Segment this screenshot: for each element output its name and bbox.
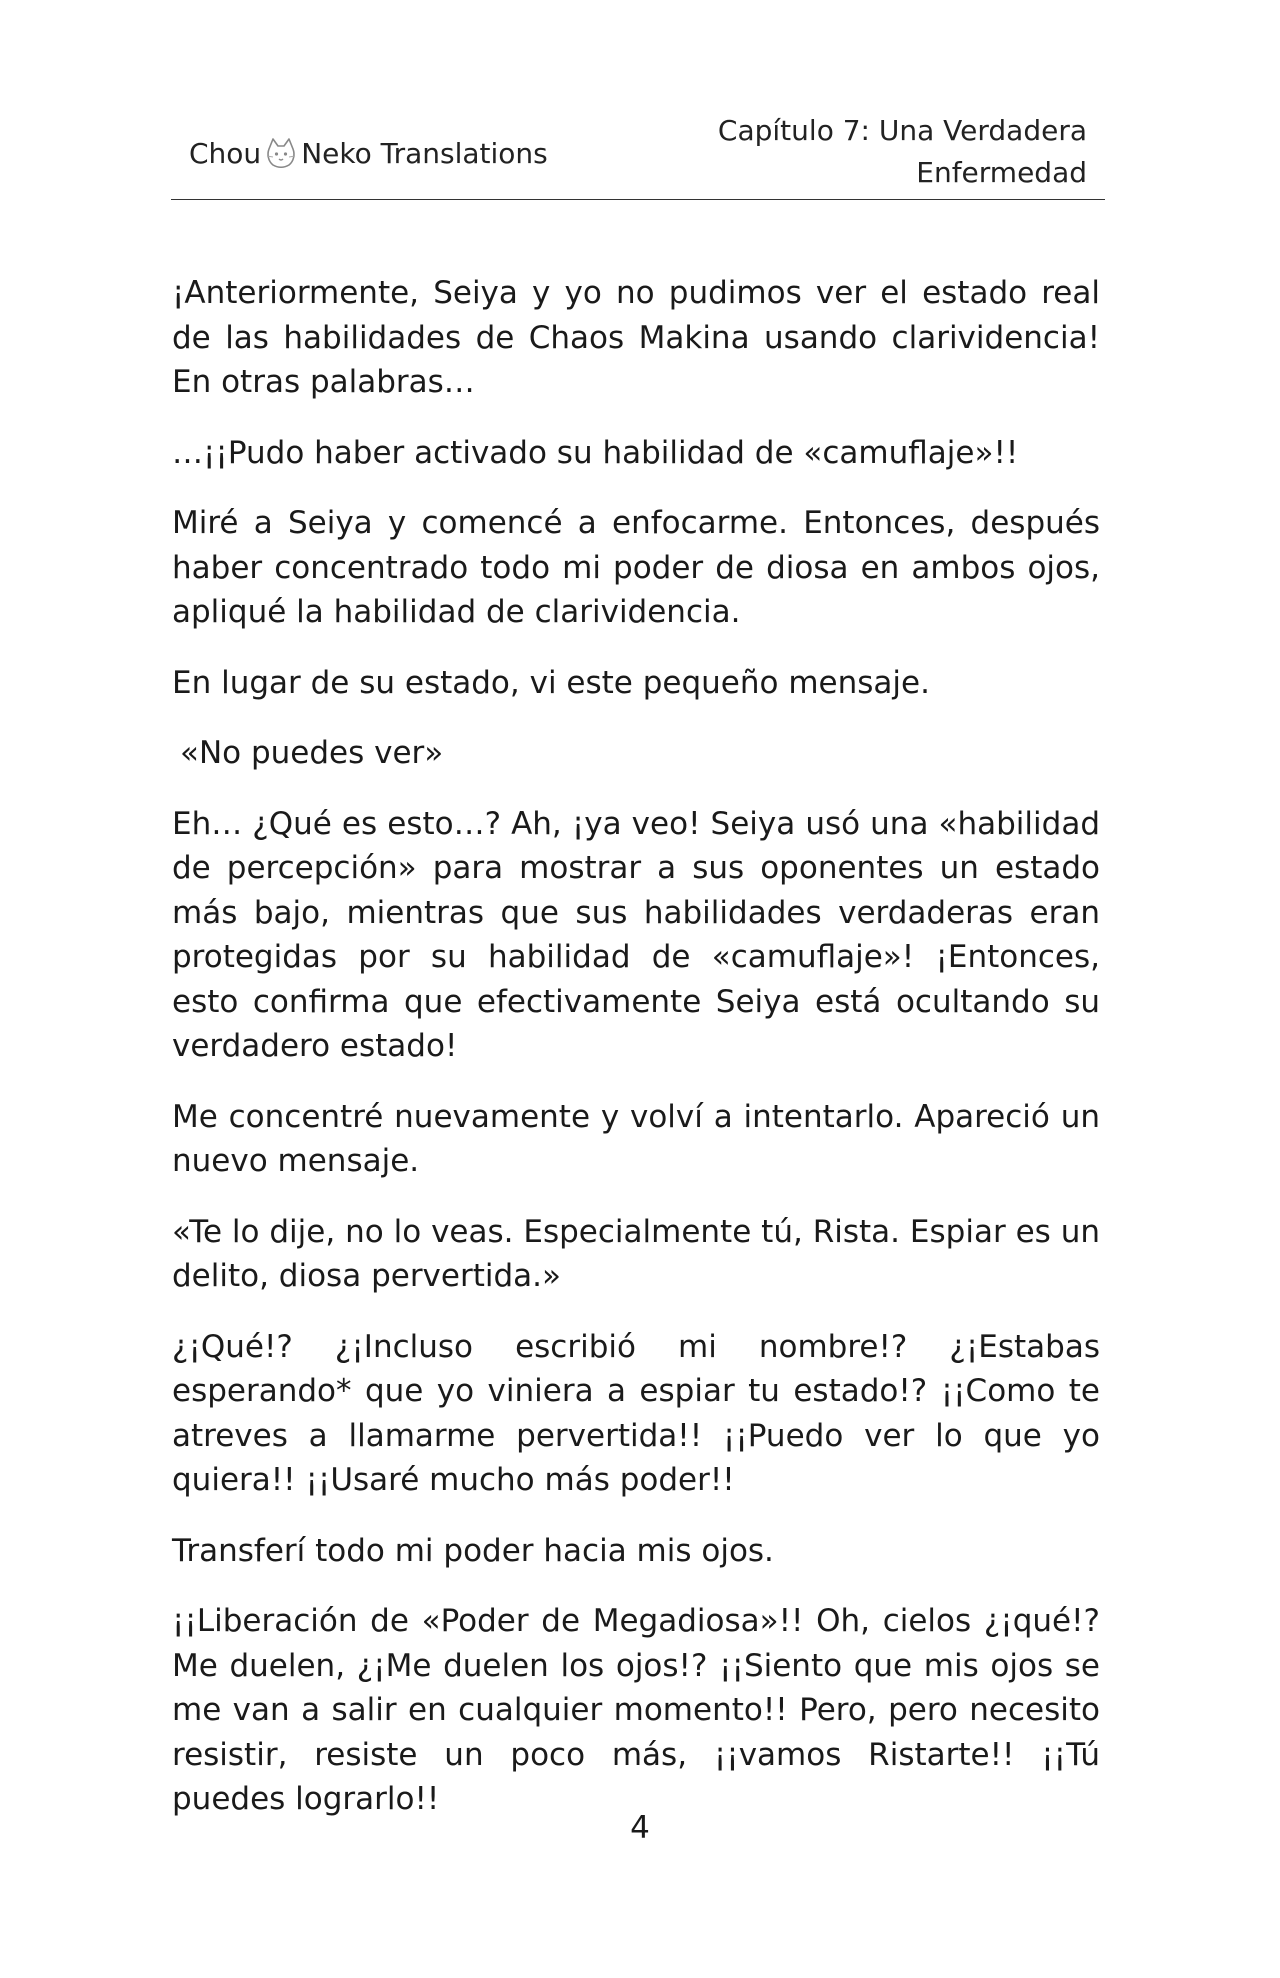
- brand-text-right: Neko Translations: [301, 136, 548, 170]
- paragraph: Eh… ¿Qué es esto…? Ah, ¡ya veo! Seiya usó una «habilidad de percepción» para mostrar a sus oponentes un estado más bajo, mientras que sus habilidades verdaderas eran protegidas por su habilidad de «camuflaje»! ¡Entonces, esto confirma que efectivamente Seiya está ocultando su verdadero estado!: [172, 805, 1100, 1064]
- paragraph: ¿¡Qué!? ¿¡Incluso escribió mi nombre!? ¿¡Estabas esperando* que yo viniera a espiar tu estado!? ¡¡Como te atreves a llamarme pervertida!! ¡¡Puedo ver lo que yo quiera!! ¡¡Usaré mucho más poder!!: [172, 1328, 1100, 1498]
- page-number: 4: [630, 1810, 650, 1846]
- paragraph: …¡¡Pudo haber activado su habilidad de «camuflaje»!!: [172, 434, 1019, 471]
- translator-brand: [189, 136, 548, 170]
- chapter-title: [718, 110, 1087, 194]
- paragraph: Transferí todo mi poder hacia mis ojos.: [172, 1532, 774, 1569]
- chapter-title-line-2: Enfermedad: [916, 156, 1087, 189]
- page-body: [172, 271, 1100, 1848]
- brand-text-left: Chou: [189, 136, 262, 170]
- paragraph: Miré a Seiya y comencé a enfocarme. Entonces, después haber concentrado todo mi poder de diosa en ambos ojos, apliqué la habilidad de clarividencia.: [172, 505, 1100, 630]
- paragraph: «No puedes ver»: [180, 735, 444, 771]
- paragraph: «Te lo dije, no lo veas. Especialmente tú, Rista. Espiar es un delito, diosa pervertida.»: [172, 1213, 1100, 1294]
- paragraph: Me concentré nuevamente y volví a intentarlo. Apareció un nuevo mensaje.: [172, 1098, 1100, 1179]
- cat-head-icon: [264, 136, 298, 170]
- page-header: [171, 110, 1105, 200]
- header-divider: [171, 199, 1105, 200]
- paragraph: En lugar de su estado, vi este pequeño mensaje.: [172, 664, 930, 701]
- paragraph: ¡Anteriormente, Seiya y yo no pudimos ver el estado real de las habilidades de Chaos Makina usando clarividencia! En otras palabras…: [172, 275, 1100, 400]
- chapter-title-line-1: Capítulo 7: Una Verdadera: [717, 114, 1087, 147]
- paragraph: ¡¡Liberación de «Poder de Megadiosa»!! Oh, cielos ¿¡qué!? Me duelen, ¿¡Me duelen los ojos!? ¡¡Siento que mis ojos se me van a salir en cualquier momento!! Pero, pero necesito resistir, resiste un poco más, ¡¡vamos Ristarte!! ¡¡Tú puedes lograrlo!!: [172, 1603, 1100, 1817]
